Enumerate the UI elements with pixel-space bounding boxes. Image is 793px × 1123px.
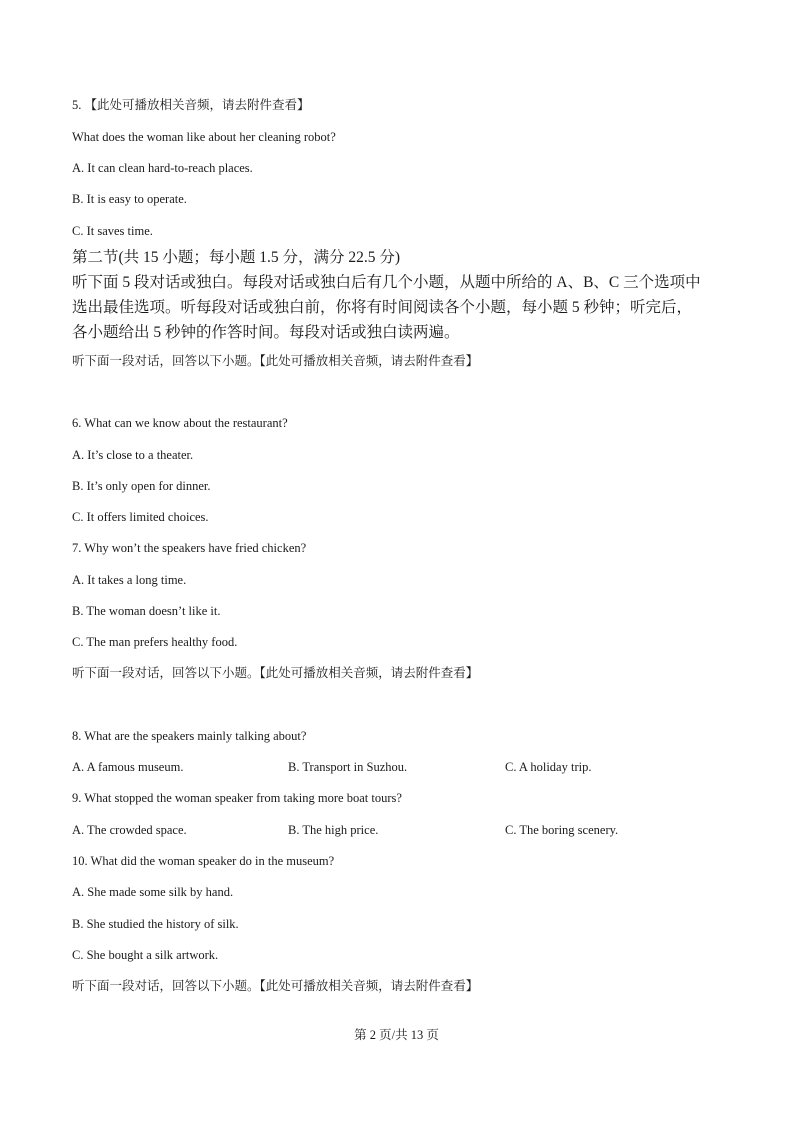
q10-option-b: B. She studied the history of silk.: [72, 917, 239, 931]
q8-question: 8. What are the speakers mainly talking about?: [72, 729, 307, 743]
q10-option-c: C. She bought a silk artwork.: [72, 948, 219, 962]
section2-title: 第二节(共 15 小题；每小题 1.5 分，满分 22.5 分): [72, 249, 401, 266]
q5-header: 5. 【此处可播放相关音频，请去附件查看】: [72, 98, 310, 112]
audio-instruction-2: 听下面一段对话，回答以下小题。【此处可播放相关音频，请去附件查看】: [72, 666, 479, 680]
q8-option-b: B. Transport in Suzhou.: [288, 760, 408, 774]
section2-directions-line2: 选出最佳选项。听每段对话或独白前，你将有时间阅读各个小题，每小题 5 秒钟；听完后，: [72, 299, 693, 316]
q6-option-a: A. It’s close to a theater.: [72, 448, 194, 462]
section2-directions-line1: 听下面 5 段对话或独白。每段对话或独白后有几个小题，从题中所给的 A、B、C 三个选项中: [72, 274, 701, 291]
q9-option-c: C. The boring scenery.: [505, 823, 619, 837]
q7-option-b: B. The woman doesn’t like it.: [72, 604, 221, 618]
page-footer: 第 2 页/共 13 页: [354, 1028, 439, 1042]
q9-option-a: A. The crowded space.: [72, 823, 187, 837]
q5-option-a: A. It can clean hard-to-reach places.: [72, 161, 253, 175]
q9-option-b: B. The high price.: [288, 823, 379, 837]
audio-instruction-3: 听下面一段对话，回答以下小题。【此处可播放相关音频，请去附件查看】: [72, 979, 479, 993]
q7-option-c: C. The man prefers healthy food.: [72, 635, 238, 649]
q10-question: 10. What did the woman speaker do in the museum?: [72, 854, 335, 868]
q7-option-a: A. It takes a long time.: [72, 573, 187, 587]
q5-question: What does the woman like about her cleaning robot?: [72, 130, 336, 144]
section2-directions-line3: 各小题给出 5 秒钟的作答时间。每段对话或独白读两遍。: [72, 324, 460, 341]
q6-option-b: B. It’s only open for dinner.: [72, 479, 211, 493]
q6-option-c: C. It offers limited choices.: [72, 510, 209, 524]
audio-instruction-1: 听下面一段对话，回答以下小题。【此处可播放相关音频，请去附件查看】: [72, 354, 479, 368]
q10-option-a: A. She made some silk by hand.: [72, 885, 234, 899]
q7-question: 7. Why won’t the speakers have fried chicken?: [72, 541, 307, 555]
q8-option-c: C. A holiday trip.: [505, 760, 592, 774]
q5-option-c: C. It saves time.: [72, 224, 153, 238]
q5-option-b: B. It is easy to operate.: [72, 192, 187, 206]
q9-question: 9. What stopped the woman speaker from taking more boat tours?: [72, 791, 402, 805]
q8-option-a: A. A famous museum.: [72, 760, 184, 774]
q6-question: 6. What can we know about the restaurant?: [72, 416, 288, 430]
